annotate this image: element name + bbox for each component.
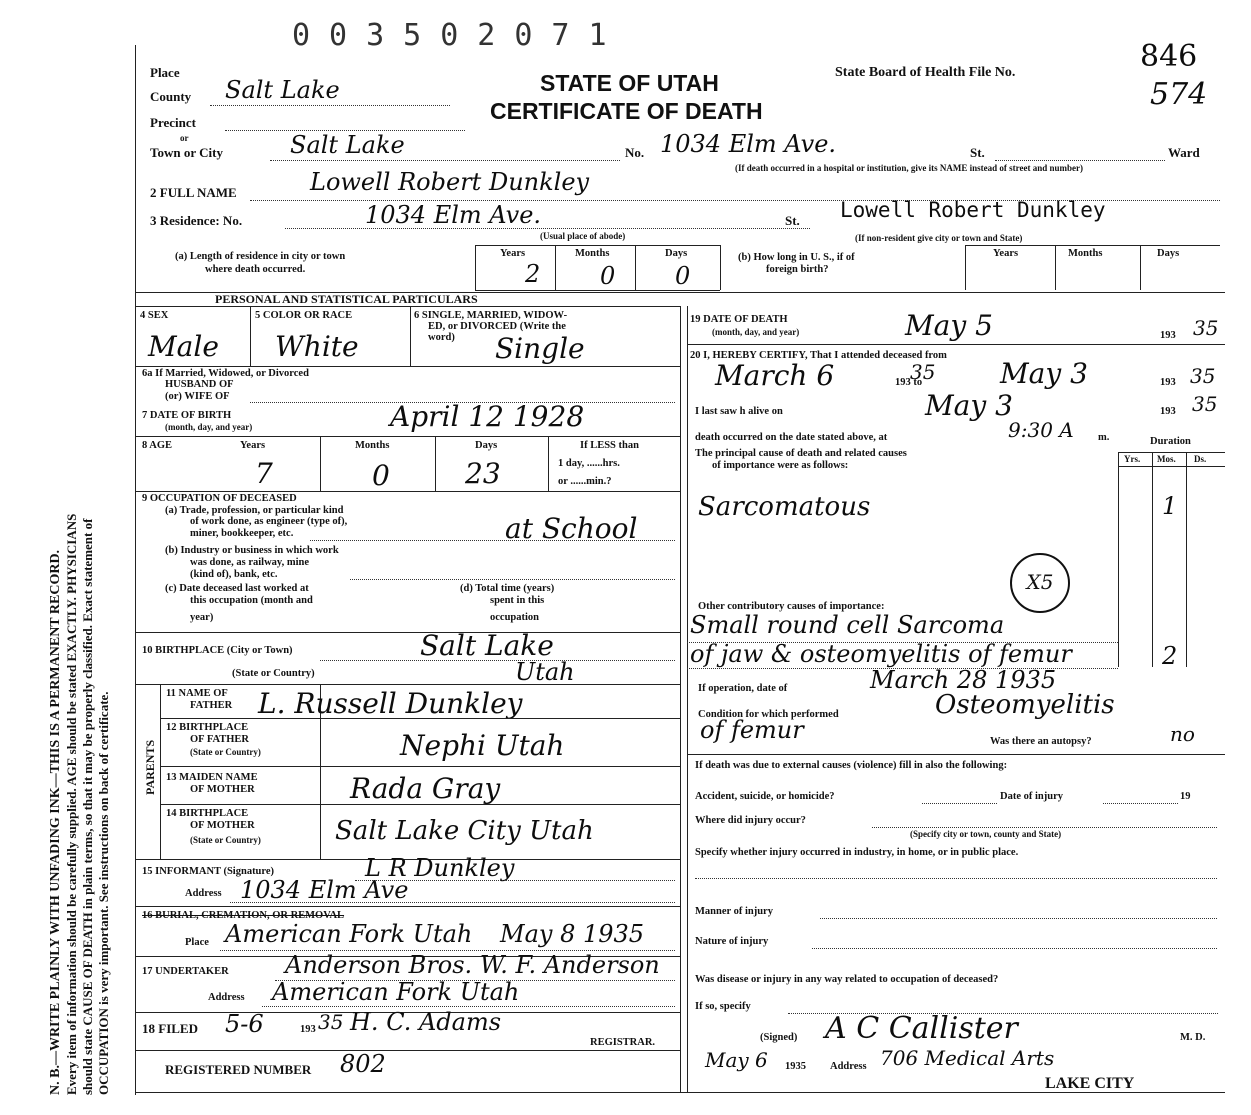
county-label: County [150,89,192,104]
filed-year-label: 193 [300,1024,316,1035]
bp-father-value: Nephi Utah [400,729,565,762]
other-label: Other contributory causes of importance: [698,601,885,612]
contributory-2: of jaw & osteomyelitis of femur [690,640,1072,668]
parents-text: PARENTS [143,739,157,795]
foreign-months-header: Months [1068,248,1103,259]
undertaker-address-value: American Fork Utah [272,978,520,1006]
residence-no-value: 1034 Elm Ave. [365,201,542,229]
mother-value: Rada Gray [350,772,501,805]
less-label-1: If LESS than [580,440,639,451]
specify-city: (Specify city or town, county and State) [910,829,1062,839]
duration-mos: Mos. [1157,454,1176,464]
duration-label: Duration [1150,436,1191,447]
marital-value: Single [495,332,585,365]
circled-annotation [1010,553,1070,613]
non-resident-note: (If non-resident give city or town and State) [855,233,1023,243]
if-so-label: If so, specify [695,1001,751,1012]
operation-condition-1: Osteomyelitis [935,690,1115,720]
condition-label: Condition for which performed [698,709,839,720]
husband-label-3: (or) WIFE OF [165,391,230,402]
marital-label-2: ED, or DIVORCED (Write the [428,321,566,332]
operation-label: If operation, date of [698,683,788,694]
marital-label-3: word) [428,332,455,343]
registrar-signature: H. C. Adams [350,1008,502,1036]
occupation-a2: of work done, as engineer (type of), [190,516,348,527]
certificate-title: CERTIFICATE OF DEATH [490,98,763,124]
autopsy-value: no [1170,722,1195,746]
occupation-label: 9 OCCUPATION OF DECEASED [142,493,297,504]
date-injury-label: Date of injury [1000,791,1063,802]
foreign-years-header: Years [993,248,1019,259]
father-label-2: FATHER [190,700,233,711]
cause-value: Sarcomatous [698,492,871,522]
side-note [48,55,112,1095]
disease-label: Was disease or injury in any way related to occupation of deceased? [695,974,999,985]
burial-place-value: American Fork Utah [225,920,473,948]
occupation-c3: year) [190,612,214,623]
to-label: 193 to [895,377,923,388]
m-label: m. [1098,432,1110,443]
bp-mother-2: OF MOTHER [190,820,255,831]
burial-label: 16 BURIAL, CREMATION, OR REMOVAL [142,910,345,921]
accident-label: Accident, suicide, or homicide? [695,791,835,802]
usual-abode: (Usual place of abode) [540,231,626,241]
county-value: Salt Lake [225,76,340,104]
occupation-c1: (c) Date deceased last worked at [165,583,309,594]
age-days-label: Days [475,440,498,451]
informant-address-label: Address [185,888,222,899]
place-of-death-label: Place [150,65,180,80]
burial-date-value: May 8 1935 [500,920,645,948]
dod-label: 19 DATE OF DEATH [690,314,788,325]
occupation-b3: (kind of), bank, etc. [190,569,278,580]
occurred-label: death occurred on the date stated above, at [695,432,888,443]
operation-date: March 28 1935 [870,666,1057,694]
contributory-duration: 2 [1162,642,1178,670]
typed-name: Lowell Robert Dunkley [840,198,1106,222]
personal-heading: PERSONAL AND STATISTICAL PARTICULARS [215,292,478,306]
husband-label-1: 6a If Married, Widowed, or Divorced [142,368,309,379]
father-value: L. Russell Dunkley [258,687,523,720]
cause-duration: 1 [1162,492,1178,520]
sign-date: May 6 [705,1048,768,1072]
ward-label: Ward [1168,145,1200,160]
sign-year: 1935 [785,1061,806,1072]
time-value: 9:30 A [1008,418,1074,442]
registrar-label: REGISTRAR. [590,1037,656,1048]
residence-months: 0 [600,262,616,290]
signed-value: A C Callister [825,1011,1018,1046]
attended-from: March 6 [715,359,835,392]
bp-father-3: (State or Country) [190,747,261,757]
full-name-label: 2 FULL NAME [150,185,237,200]
age-years-label: Years [240,440,266,451]
filed-value: 5-6 [225,1010,264,1038]
registered-number-label: REGISTERED NUMBER [165,1062,312,1077]
bp-father-1: 12 BIRTHPLACE [166,722,249,733]
file-number: 846 [1140,39,1198,74]
birth-state-label: (State or Country) [232,668,315,679]
residence-st-label: St. [785,213,800,228]
informant-value: L R Dunkley [365,854,515,882]
duration-yrs: Yrs. [1124,454,1141,464]
sex-value: Male [148,330,219,363]
precinct-label: Precinct [150,115,196,130]
registered-number-value: 802 [340,1050,386,1078]
residence-months-header: Months [575,248,610,259]
attended-to: May 3 [1000,357,1088,390]
birthplace-value: Salt Lake [420,629,554,662]
undertaker-value: Anderson Bros. W. F. Anderson [285,951,660,979]
street-no-value: 1034 Elm Ave. [660,130,837,158]
side-note-line4: OCCUPATION is very important. See instructions on back of certificate. [96,691,111,1095]
last-saw-year: 35 [1192,392,1218,416]
manner-label: Manner of injury [695,906,773,917]
informant-address-value: 1034 Elm Ave [240,876,409,904]
foreign-days-header: Days [1157,248,1180,259]
principal-label-2: of importance were as follows: [712,460,849,471]
or-label: or [180,133,189,143]
circled-text: X5 [1026,570,1054,594]
bp-father-2: OF FATHER [190,734,250,745]
sign-address-label: Address [830,1061,867,1072]
marital-label-1: 6 SINGLE, MARRIED, WIDOW- [414,310,568,321]
occupation-a3: miner, bookkeeper, etc. [190,528,294,539]
town-value: Salt Lake [290,131,405,159]
where-injury-label: Where did injury occur? [695,815,806,826]
occupation-b2: was done, as railway, mine [190,557,310,568]
last-saw-label: I last saw h alive on [695,406,783,417]
residence-days: 0 [675,262,691,290]
residence-years-header: Years [500,248,526,259]
last-saw-year-label: 193 [1160,406,1176,417]
birthplace-label: 10 BIRTHPLACE (City or Town) [142,645,293,656]
bp-mother-1: 14 BIRTHPLACE [166,808,249,819]
date-injury-year: 19 [1180,791,1191,802]
informant-label: 15 INFORMANT (Signature) [142,866,275,877]
age-days-value: 23 [465,457,501,490]
occupation-d2: spent in this [490,595,545,606]
contributory-1: Small round cell Sarcoma [690,611,1005,639]
foreign-b: foreign birth? [766,264,829,275]
residence-label: 3 Residence: No. [150,213,243,228]
external-label: If death was due to external causes (violence) fill in also the following: [695,760,1008,771]
residence-years: 2 [525,260,541,288]
md-label: M. D. [1180,1032,1206,1043]
nature-label: Nature of injury [695,936,769,947]
birth-state-value: Utah [515,658,575,686]
length-residence-b: where death occurred. [205,264,306,275]
sign-address-value: 706 Medical Arts [880,1046,1055,1070]
to-year: 35 [1190,364,1216,388]
less-label-2: 1 day, ......hrs. [558,458,620,469]
street-no-label: No. [625,145,645,160]
full-name-value: Lowell Robert Dunkley [310,168,590,196]
bp-mother-value: Salt Lake City Utah [335,816,594,846]
occupation-a1: (a) Trade, profession, or particular kind [165,505,344,516]
st-label: St. [970,145,985,160]
sex-label: 4 SEX [140,310,169,321]
dod-year-value: 35 [1193,316,1219,340]
foreign-a: (b) How long in U. S., if of [738,252,855,263]
side-note-line1: N. B.—WRITE PLAINLY WITH UNFADING INK—THIS IS A PERMANENT RECORD. [48,549,63,1095]
stamp-number: 003502071 [292,18,626,53]
undertaker-address-label: Address [208,992,245,1003]
operation-condition-2: of femur [700,716,804,744]
duration-ds: Ds. [1194,454,1207,464]
age-months-label: Months [355,440,390,451]
file-number-alt: 574 [1150,77,1208,112]
file-no-label: State Board of Health File No. [835,65,1016,80]
specify-industry: Specify whether injury occurred in industry, in home, or in public place. [695,847,1019,858]
residence-days-header: Days [665,248,688,259]
father-label-1: 11 NAME OF [166,688,228,699]
age-years-value: 7 [255,457,273,490]
occupation-b1: (b) Industry or business in which work [165,545,339,556]
occupation-c2: this occupation (month and [190,595,313,606]
age-months-value: 0 [372,459,390,492]
mother-label-1: 13 MAIDEN NAME [166,772,258,783]
autopsy-label: Was there an autopsy? [990,736,1092,747]
age-label: 8 AGE [142,440,173,451]
hospital-note: (If death occurred in a hospital or institution, give its NAME instead of street and number) [735,163,1084,173]
town-label: Town or City [150,145,223,160]
bp-mother-3: (State or Country) [190,835,261,845]
occupation-d3: occupation [490,612,540,623]
from-year: 35 [910,360,936,384]
dob-value: April 12 1928 [390,400,585,433]
signed-label: (Signed) [760,1032,798,1043]
occupation-value: at School [505,512,638,545]
occupation-d1: (d) Total time (years) [460,583,555,594]
to-year-label: 193 [1160,377,1176,388]
filed-label: 18 FILED [142,1021,198,1036]
color-value: White [275,330,359,363]
city-label: LAKE CITY [1045,1075,1135,1092]
dod-year-label: 193 [1160,330,1176,341]
filed-year-value: 35 [318,1010,344,1034]
husband-label-2: HUSBAND OF [165,379,234,390]
mother-label-2: OF MOTHER [190,784,255,795]
principal-label-1: The principal cause of death and related causes [695,448,907,459]
last-saw-value: May 3 [925,389,1013,422]
state-title: STATE OF UTAH [540,70,719,96]
dod-sub: (month, day, and year) [712,327,800,337]
less-label-3: or ......min.? [558,476,612,487]
side-note-line3: should state CAUSE OF DEATH in plain terms, so that it may be properly classified. Exact statement of [80,518,95,1095]
length-residence-a: (a) Length of residence in city or town [175,251,346,262]
dod-value: May 5 [905,309,993,342]
undertaker-label: 17 UNDERTAKER [142,966,229,977]
dob-sub: (month, day, and year) [165,422,253,432]
dob-label: 7 DATE OF BIRTH [142,410,232,421]
color-label: 5 COLOR OR RACE [255,310,353,321]
burial-place-label: Place [185,937,209,948]
left-border [135,45,136,1095]
side-note-line2: Every item of information should be carefully supplied. AGE should be stated EXACTLY. PHYSICIANS [64,513,79,1095]
parents-label [143,740,158,795]
certify-label: 20 I, HEREBY CERTIFY, That I attended deceased from [690,350,947,361]
